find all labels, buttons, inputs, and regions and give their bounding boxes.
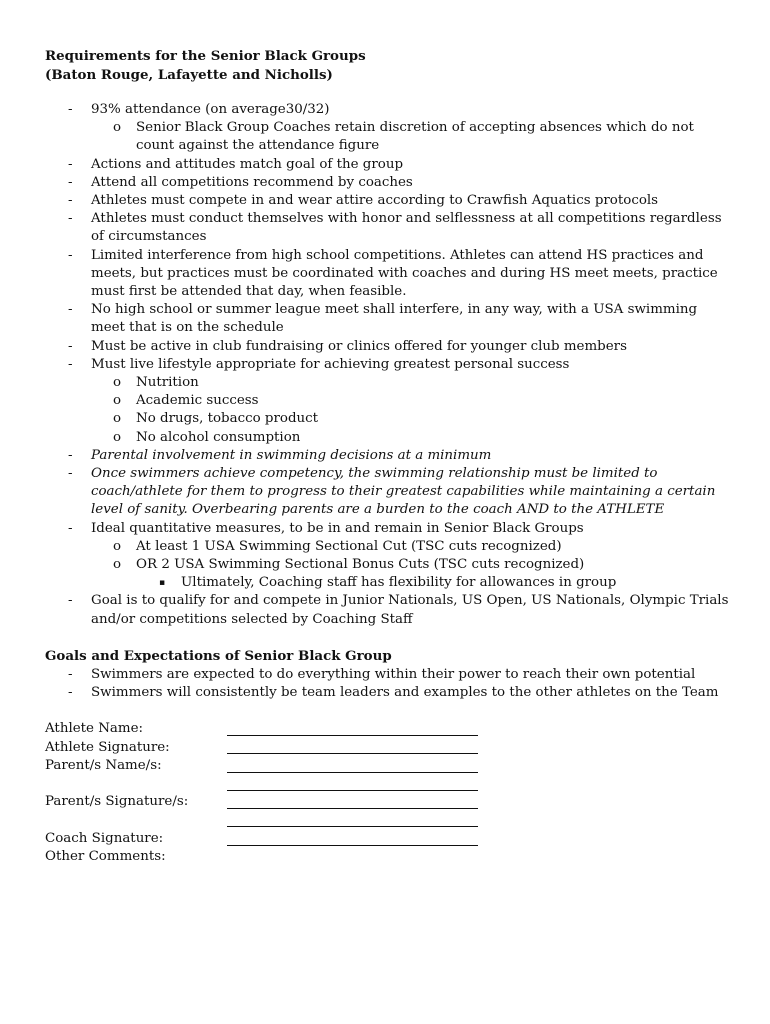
parent-name-field-2[interactable] xyxy=(227,790,478,791)
list-item: - Athletes must conduct themselves with honor and selflessness at all competitions regardless of circumstances xyxy=(68,211,722,245)
list-item: - 93% attendance (on average30/32) xyxy=(68,102,330,117)
list-item: - Must live lifestyle appropriate for achieving greatest personal success xyxy=(68,356,570,372)
list-item: - Swimmers are expected to do everything within their power to reach their own potential xyxy=(68,667,696,682)
athlete-name-label: Athlete Name: xyxy=(45,721,144,736)
list-item: - Must be active in club fundraising or clinics offered for younger club members xyxy=(68,338,627,354)
athlete-signature-label: Athlete Signature: xyxy=(45,740,170,755)
list-item: - Athletes must compete in and wear attire according to Crawfish Aquatics protocols xyxy=(68,193,659,209)
goals-list xyxy=(0,666,770,702)
list-item: - Goal is to qualify for and compete in Junior Nationals, US Open, US Nationals, Olympic Trials and/or competitions selected by Coaching Staff xyxy=(68,593,729,627)
list-item: ▪ Ultimately, Coaching staff has flexibility for allowances in group xyxy=(159,575,617,591)
list-item: o No drugs, tobacco product xyxy=(113,411,319,427)
list-item: o At least 1 USA Swimming Sectional Cut (TSC cuts recognized) xyxy=(113,538,562,554)
list-item: o Academic success xyxy=(113,393,259,409)
parent-signature-field[interactable] xyxy=(227,808,478,809)
coach-signature-field[interactable] xyxy=(227,845,478,846)
list-item: o Nutrition xyxy=(113,375,199,391)
parent-signature-field-2[interactable] xyxy=(227,826,478,827)
parent-name-label: Parent/s Name/s: xyxy=(45,758,162,773)
document-subtitle: (Baton Rouge, Lafayette and Nicholls) xyxy=(45,67,333,83)
list-item: - Actions and attitudes match goal of the group xyxy=(68,156,404,172)
athlete-signature-field[interactable] xyxy=(227,753,478,754)
goals-heading: Goals and Expectations of Senior Black Group xyxy=(45,648,392,664)
document-title: Requirements for the Senior Black Groups xyxy=(45,48,366,64)
athlete-name-field[interactable] xyxy=(227,735,478,736)
parent-signature-label: Parent/s Signature/s: xyxy=(45,794,189,809)
coach-signature-label: Coach Signature: xyxy=(45,831,164,846)
list-item: - Once swimmers achieve competency, the swimming relationship must be limited to coach/athlete for them to progress to their greatest capabilities while maintaining a certain level of sanity. Overbearing parents are a burden to the coach AND to the ATHLETE xyxy=(68,466,716,518)
list-item: - Attend all competitions recommend by coaches xyxy=(68,174,413,190)
list-item: o No alcohol consumption xyxy=(113,429,301,445)
list-item: - Parental involvement in swimming decisions at a minimum xyxy=(68,447,492,463)
list-item: - Swimmers will consistently be team leaders and examples to the other athletes on the Team xyxy=(68,685,719,701)
list-item: o OR 2 USA Swimming Sectional Bonus Cuts (TSC cuts recognized) xyxy=(113,557,585,573)
list-item: o Senior Black Group Coaches retain discretion of accepting absences which do not count against the attendance figure xyxy=(113,120,694,154)
requirements-list xyxy=(0,101,770,629)
list-item: - Limited interference from high school competitions. Athletes can attend HS practices and meets, but practices must be coordinated with coaches and during HS meet meets, practice must first be attended that day, when feasible. xyxy=(68,247,718,300)
list-item: - No high school or summer league meet shall interfere, in any way, with a USA swimming meet that is on the schedule xyxy=(68,302,698,336)
other-comments-label: Other Comments: xyxy=(45,849,166,864)
parent-name-field[interactable] xyxy=(227,772,478,773)
list-item: - Ideal quantitative measures, to be in and remain in Senior Black Groups xyxy=(68,520,584,536)
